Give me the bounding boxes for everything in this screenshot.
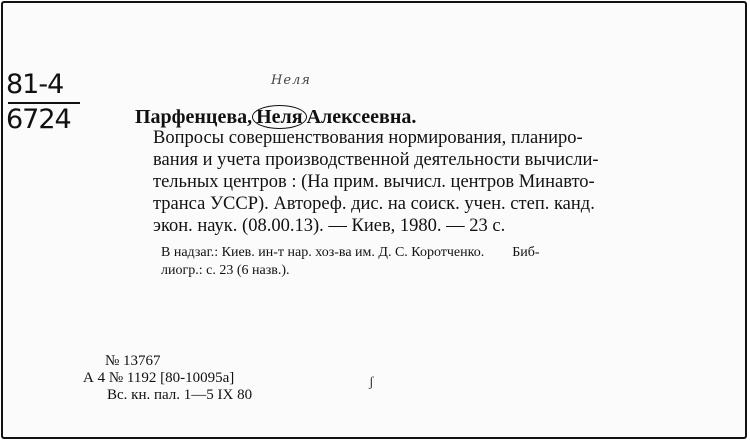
author-surname: Парфенцева, (135, 106, 253, 128)
author-patronymic: Алексеевна. (306, 106, 417, 128)
note-line-1 (161, 244, 716, 262)
author-heading (135, 106, 416, 129)
description-line: вания и учета производственной деятельности вычисли- (153, 150, 599, 170)
inventory-block (83, 353, 252, 404)
author-first-name: Неля (252, 105, 306, 129)
pencil-mark: ʃ (369, 375, 374, 390)
description-line: тельных центров : (На прим. вычисл. центров Минавто- (153, 172, 595, 192)
call-number-bottom: 6724 (6, 104, 71, 135)
catalog-card (1, 1, 747, 439)
inventory-chamber-date: Вс. кн. пал. 1—5 IX 80 (107, 387, 253, 403)
inventory-shelf-code: А 4 № 1192 [80-10095а] (83, 370, 235, 386)
call-number-top: 81-4 (6, 69, 64, 100)
note-institution: В надзаг.: Киев. ин-т нар. хоз-ва им. Д. С. Коротченко. (161, 245, 485, 260)
handwritten-note: Неля (271, 73, 311, 88)
inventory-number: № 13767 (105, 353, 161, 369)
description-line: экон. наук. (08.00.13). — Киев, 1980. — 23 с. (153, 216, 506, 236)
note-line-2: лиогр.: с. 23 (6 назв.). (161, 263, 290, 278)
bibliographic-description (153, 127, 713, 237)
description-line: транса УССР). Автореф. дис. на соиск. учен. степ. канд. (153, 194, 595, 214)
note-bibliography-start: Биб- (512, 245, 540, 260)
bibliographic-note (161, 244, 716, 280)
description-line: Вопросы совершенствования нормирования, планиро- (153, 128, 583, 148)
